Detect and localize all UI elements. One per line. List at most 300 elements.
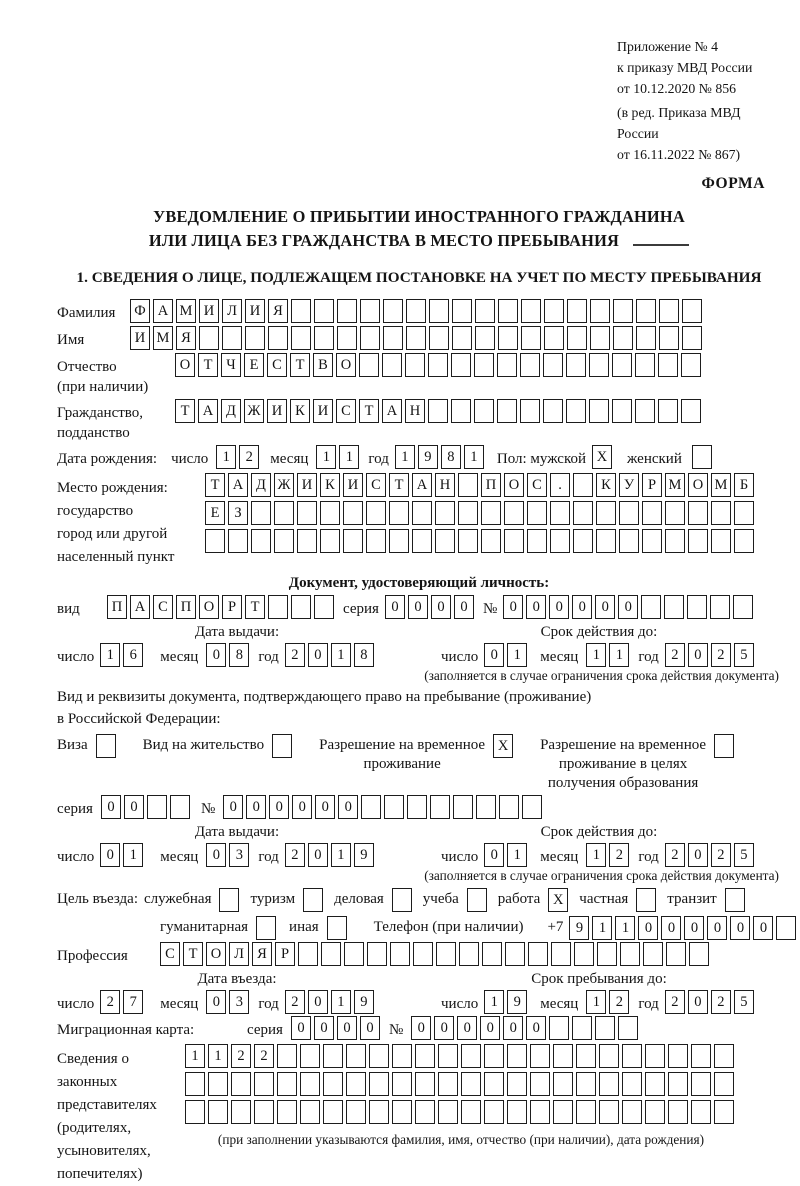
surname-cell[interactable] xyxy=(613,299,633,323)
residence-valid-month-cell[interactable]: 2 xyxy=(609,843,629,867)
birthplace-cell[interactable] xyxy=(458,529,478,553)
birthplace-cell[interactable] xyxy=(435,529,455,553)
surname-cell[interactable] xyxy=(360,299,380,323)
firstname-cell[interactable] xyxy=(222,326,242,350)
representatives-cell[interactable] xyxy=(300,1100,320,1124)
representatives-cell[interactable] xyxy=(323,1044,343,1068)
citizenship-cell[interactable] xyxy=(612,399,632,423)
representatives-cell[interactable] xyxy=(553,1100,573,1124)
surname-cell[interactable] xyxy=(590,299,610,323)
patronymic-cell[interactable] xyxy=(428,353,448,377)
birthplace-cell[interactable] xyxy=(688,529,708,553)
birthplace-cell[interactable]: О xyxy=(504,473,524,497)
migration-card-series-cell[interactable]: 0 xyxy=(337,1016,357,1040)
firstname-cell[interactable] xyxy=(199,326,219,350)
birthplace-cell[interactable]: С xyxy=(527,473,547,497)
birthplace-cell[interactable] xyxy=(274,529,294,553)
birthplace-cell[interactable]: С xyxy=(366,473,386,497)
doc-number-cell[interactable] xyxy=(733,595,753,619)
doc-issue-month-cell[interactable]: 8 xyxy=(229,643,249,667)
representatives-cell[interactable] xyxy=(714,1044,734,1068)
representatives-cell[interactable] xyxy=(323,1100,343,1124)
birthplace-cell[interactable] xyxy=(573,529,593,553)
migration-card-number-cell[interactable]: 0 xyxy=(411,1016,431,1040)
representatives-cell[interactable] xyxy=(300,1044,320,1068)
doc-valid-month-cell[interactable]: 1 xyxy=(586,643,606,667)
birthdate-month-cell[interactable]: 1 xyxy=(316,445,336,469)
residence-series-cell[interactable]: 0 xyxy=(101,795,121,819)
doc-number-cell[interactable]: 0 xyxy=(549,595,569,619)
birthdate-year-cell[interactable]: 1 xyxy=(464,445,484,469)
patronymic-cell[interactable] xyxy=(382,353,402,377)
representatives-cell[interactable] xyxy=(645,1072,665,1096)
doc-number-cell[interactable] xyxy=(710,595,730,619)
birthplace-cell[interactable]: И xyxy=(343,473,363,497)
residence-series-cell[interactable]: 0 xyxy=(124,795,144,819)
entry-year-cell[interactable]: 2 xyxy=(285,990,305,1014)
doc-kind-cell[interactable]: П xyxy=(176,595,196,619)
patronymic-cell[interactable]: Т xyxy=(290,353,310,377)
residence-issue-year-cell[interactable]: 2 xyxy=(285,843,305,867)
birthplace-cell[interactable]: Т xyxy=(205,473,225,497)
birthplace-cell[interactable] xyxy=(435,501,455,525)
patronymic-cell[interactable]: С xyxy=(267,353,287,377)
stay-day-cell[interactable]: 1 xyxy=(484,990,504,1014)
purpose-business-checkbox[interactable] xyxy=(219,888,239,912)
representatives-cell[interactable] xyxy=(668,1100,688,1124)
doc-kind-cell[interactable]: Т xyxy=(245,595,265,619)
representatives-cell[interactable] xyxy=(185,1072,205,1096)
residence-valid-year-cell[interactable]: 0 xyxy=(688,843,708,867)
doc-number-cell[interactable]: 0 xyxy=(503,595,523,619)
citizenship-cell[interactable]: Т xyxy=(175,399,195,423)
doc-kind-cell[interactable]: Р xyxy=(222,595,242,619)
firstname-cell[interactable] xyxy=(613,326,633,350)
representatives-cell[interactable] xyxy=(438,1072,458,1096)
representatives-cell[interactable] xyxy=(277,1072,297,1096)
surname-cell[interactable] xyxy=(337,299,357,323)
firstname-cell[interactable]: М xyxy=(153,326,173,350)
birthplace-cell[interactable] xyxy=(343,529,363,553)
citizenship-cell[interactable] xyxy=(474,399,494,423)
representatives-cell[interactable] xyxy=(438,1100,458,1124)
birthplace-cell[interactable] xyxy=(366,501,386,525)
migration-card-number-cell[interactable] xyxy=(549,1016,569,1040)
purpose-private-checkbox[interactable] xyxy=(636,888,656,912)
birthplace-cell[interactable] xyxy=(458,473,478,497)
birthplace-cell[interactable] xyxy=(297,501,317,525)
birthplace-cell[interactable] xyxy=(619,501,639,525)
firstname-cell[interactable] xyxy=(475,326,495,350)
firstname-cell[interactable] xyxy=(659,326,679,350)
surname-cell[interactable] xyxy=(406,299,426,323)
birthplace-cell[interactable]: У xyxy=(619,473,639,497)
birthplace-cell[interactable] xyxy=(228,529,248,553)
migration-card-number-cell[interactable]: 0 xyxy=(434,1016,454,1040)
representatives-cell[interactable] xyxy=(277,1044,297,1068)
representatives-cell[interactable] xyxy=(461,1044,481,1068)
surname-cell[interactable]: А xyxy=(153,299,173,323)
profession-cell[interactable] xyxy=(528,942,548,966)
firstname-cell[interactable] xyxy=(544,326,564,350)
birthplace-cell[interactable] xyxy=(665,529,685,553)
doc-valid-year-cell[interactable]: 2 xyxy=(665,643,685,667)
residence-number-cell[interactable] xyxy=(361,795,381,819)
birthplace-cell[interactable] xyxy=(458,501,478,525)
representatives-cell[interactable]: 1 xyxy=(208,1044,228,1068)
phone-digit-cell[interactable]: 1 xyxy=(615,916,635,940)
residence-number-cell[interactable] xyxy=(522,795,542,819)
representatives-cell[interactable] xyxy=(231,1072,251,1096)
doc-issue-day-cell[interactable]: 1 xyxy=(100,643,120,667)
birthplace-cell[interactable] xyxy=(734,501,754,525)
firstname-cell[interactable] xyxy=(383,326,403,350)
profession-cell[interactable]: С xyxy=(160,942,180,966)
patronymic-cell[interactable] xyxy=(681,353,701,377)
surname-cell[interactable]: Ф xyxy=(130,299,150,323)
profession-cell[interactable] xyxy=(436,942,456,966)
firstname-cell[interactable]: И xyxy=(130,326,150,350)
representatives-cell[interactable] xyxy=(300,1072,320,1096)
patronymic-cell[interactable] xyxy=(589,353,609,377)
patronymic-cell[interactable] xyxy=(451,353,471,377)
residence-valid-day-cell[interactable]: 1 xyxy=(507,843,527,867)
birthplace-cell[interactable]: Е xyxy=(205,501,225,525)
migration-card-number-cell[interactable]: 0 xyxy=(480,1016,500,1040)
stay-day-cell[interactable]: 9 xyxy=(507,990,527,1014)
representatives-cell[interactable] xyxy=(346,1100,366,1124)
representatives-cell[interactable] xyxy=(369,1100,389,1124)
representatives-cell[interactable] xyxy=(461,1072,481,1096)
profession-cell[interactable] xyxy=(551,942,571,966)
birthplace-cell[interactable] xyxy=(320,529,340,553)
residence-valid-year-cell[interactable]: 2 xyxy=(665,843,685,867)
firstname-cell[interactable] xyxy=(498,326,518,350)
doc-number-cell[interactable] xyxy=(664,595,684,619)
profession-cell[interactable]: Я xyxy=(252,942,272,966)
birthplace-cell[interactable] xyxy=(596,529,616,553)
surname-cell[interactable]: И xyxy=(245,299,265,323)
stay-month-cell[interactable]: 1 xyxy=(586,990,606,1014)
citizenship-cell[interactable] xyxy=(520,399,540,423)
temp-residence-checkbox[interactable]: X xyxy=(493,734,513,758)
surname-cell[interactable] xyxy=(383,299,403,323)
birthplace-cell[interactable] xyxy=(573,501,593,525)
firstname-cell[interactable] xyxy=(268,326,288,350)
birthplace-cell[interactable]: К xyxy=(320,473,340,497)
migration-card-number-cell[interactable] xyxy=(572,1016,592,1040)
representatives-cell[interactable] xyxy=(369,1044,389,1068)
surname-cell[interactable]: И xyxy=(199,299,219,323)
phone-digit-cell[interactable]: 0 xyxy=(707,916,727,940)
surname-cell[interactable] xyxy=(475,299,495,323)
patronymic-cell[interactable] xyxy=(612,353,632,377)
birthplace-cell[interactable]: А xyxy=(228,473,248,497)
purpose-commercial-checkbox[interactable] xyxy=(392,888,412,912)
doc-issue-year-cell[interactable]: 1 xyxy=(331,643,351,667)
phone-digit-cell[interactable]: 0 xyxy=(753,916,773,940)
citizenship-cell[interactable] xyxy=(543,399,563,423)
entry-year-cell[interactable]: 1 xyxy=(331,990,351,1014)
birthplace-cell[interactable] xyxy=(504,501,524,525)
stay-year-cell[interactable]: 2 xyxy=(665,990,685,1014)
representatives-cell[interactable]: 2 xyxy=(231,1044,251,1068)
residence-valid-month-cell[interactable]: 1 xyxy=(586,843,606,867)
birthplace-cell[interactable]: Б xyxy=(734,473,754,497)
phone-digit-cell[interactable]: 0 xyxy=(661,916,681,940)
phone-digit-cell[interactable]: 0 xyxy=(684,916,704,940)
doc-issue-day-cell[interactable]: 6 xyxy=(123,643,143,667)
surname-cell[interactable] xyxy=(521,299,541,323)
representatives-cell[interactable] xyxy=(415,1100,435,1124)
profession-cell[interactable] xyxy=(321,942,341,966)
doc-valid-day-cell[interactable]: 0 xyxy=(484,643,504,667)
birthplace-cell[interactable]: Р xyxy=(642,473,662,497)
residence-permit-checkbox[interactable] xyxy=(272,734,292,758)
residence-number-cell[interactable]: 0 xyxy=(338,795,358,819)
entry-day-cell[interactable]: 7 xyxy=(123,990,143,1014)
representatives-cell[interactable] xyxy=(530,1100,550,1124)
representatives-cell[interactable] xyxy=(231,1100,251,1124)
patronymic-cell[interactable]: О xyxy=(336,353,356,377)
doc-kind-cell[interactable] xyxy=(314,595,334,619)
profession-cell[interactable] xyxy=(689,942,709,966)
firstname-cell[interactable] xyxy=(521,326,541,350)
representatives-cell[interactable] xyxy=(507,1100,527,1124)
doc-series-cell[interactable]: 0 xyxy=(385,595,405,619)
representatives-cell[interactable] xyxy=(438,1044,458,1068)
patronymic-cell[interactable] xyxy=(543,353,563,377)
representatives-cell[interactable] xyxy=(208,1072,228,1096)
doc-issue-year-cell[interactable]: 2 xyxy=(285,643,305,667)
profession-cell[interactable] xyxy=(597,942,617,966)
profession-cell[interactable] xyxy=(413,942,433,966)
birthplace-cell[interactable] xyxy=(711,529,731,553)
representatives-cell[interactable] xyxy=(691,1100,711,1124)
doc-kind-cell[interactable] xyxy=(291,595,311,619)
profession-cell[interactable] xyxy=(298,942,318,966)
firstname-cell[interactable] xyxy=(291,326,311,350)
stay-year-cell[interactable]: 0 xyxy=(688,990,708,1014)
surname-cell[interactable] xyxy=(567,299,587,323)
birthdate-day-cell[interactable]: 1 xyxy=(216,445,236,469)
patronymic-cell[interactable]: В xyxy=(313,353,333,377)
residence-issue-month-cell[interactable]: 0 xyxy=(206,843,226,867)
birthplace-cell[interactable] xyxy=(320,501,340,525)
citizenship-cell[interactable]: Т xyxy=(359,399,379,423)
residence-issue-year-cell[interactable]: 0 xyxy=(308,843,328,867)
birthplace-cell[interactable] xyxy=(389,501,409,525)
birthplace-cell[interactable] xyxy=(274,501,294,525)
purpose-other-checkbox[interactable] xyxy=(327,916,347,940)
representatives-cell[interactable] xyxy=(484,1100,504,1124)
residence-number-cell[interactable] xyxy=(384,795,404,819)
birthplace-cell[interactable] xyxy=(527,501,547,525)
patronymic-cell[interactable] xyxy=(658,353,678,377)
patronymic-cell[interactable] xyxy=(635,353,655,377)
migration-card-number-cell[interactable]: 0 xyxy=(457,1016,477,1040)
doc-valid-month-cell[interactable]: 1 xyxy=(609,643,629,667)
birthplace-cell[interactable] xyxy=(688,501,708,525)
purpose-transit-checkbox[interactable] xyxy=(725,888,745,912)
birthplace-cell[interactable] xyxy=(642,501,662,525)
surname-cell[interactable] xyxy=(429,299,449,323)
patronymic-cell[interactable] xyxy=(359,353,379,377)
residence-valid-day-cell[interactable]: 0 xyxy=(484,843,504,867)
representatives-cell[interactable] xyxy=(668,1072,688,1096)
representatives-cell[interactable] xyxy=(576,1044,596,1068)
patronymic-cell[interactable] xyxy=(566,353,586,377)
residence-number-cell[interactable] xyxy=(407,795,427,819)
representatives-cell[interactable] xyxy=(714,1072,734,1096)
representatives-cell[interactable] xyxy=(461,1100,481,1124)
citizenship-cell[interactable]: С xyxy=(336,399,356,423)
firstname-cell[interactable] xyxy=(590,326,610,350)
doc-valid-year-cell[interactable]: 2 xyxy=(711,643,731,667)
migration-card-number-cell[interactable] xyxy=(595,1016,615,1040)
birthplace-cell[interactable]: К xyxy=(596,473,616,497)
migration-card-number-cell[interactable]: 0 xyxy=(526,1016,546,1040)
residence-series-cell[interactable] xyxy=(170,795,190,819)
firstname-cell[interactable] xyxy=(682,326,702,350)
birthplace-cell[interactable]: Ж xyxy=(274,473,294,497)
profession-cell[interactable]: Р xyxy=(275,942,295,966)
birthplace-cell[interactable] xyxy=(527,529,547,553)
representatives-cell[interactable]: 1 xyxy=(185,1044,205,1068)
birthplace-cell[interactable] xyxy=(297,529,317,553)
birthplace-cell[interactable] xyxy=(412,501,432,525)
residence-number-cell[interactable]: 0 xyxy=(246,795,266,819)
birthplace-cell[interactable]: З xyxy=(228,501,248,525)
citizenship-cell[interactable]: Н xyxy=(405,399,425,423)
birthdate-month-cell[interactable]: 1 xyxy=(339,445,359,469)
surname-cell[interactable] xyxy=(544,299,564,323)
representatives-cell[interactable] xyxy=(392,1072,412,1096)
doc-kind-cell[interactable]: О xyxy=(199,595,219,619)
birthplace-cell[interactable] xyxy=(550,529,570,553)
phone-digit-cell[interactable] xyxy=(776,916,796,940)
birthplace-cell[interactable]: М xyxy=(711,473,731,497)
representatives-cell[interactable] xyxy=(691,1044,711,1068)
residence-number-cell[interactable] xyxy=(453,795,473,819)
purpose-work-checkbox[interactable]: X xyxy=(548,888,568,912)
doc-valid-day-cell[interactable]: 1 xyxy=(507,643,527,667)
birthplace-cell[interactable]: М xyxy=(665,473,685,497)
visa-checkbox[interactable] xyxy=(96,734,116,758)
surname-cell[interactable] xyxy=(636,299,656,323)
doc-series-cell[interactable]: 0 xyxy=(454,595,474,619)
sex-female-checkbox[interactable] xyxy=(692,445,712,469)
surname-cell[interactable] xyxy=(659,299,679,323)
doc-series-cell[interactable]: 0 xyxy=(431,595,451,619)
doc-number-cell[interactable]: 0 xyxy=(526,595,546,619)
representatives-cell[interactable] xyxy=(507,1044,527,1068)
residence-number-cell[interactable] xyxy=(499,795,519,819)
representatives-cell[interactable] xyxy=(645,1100,665,1124)
representatives-cell[interactable] xyxy=(599,1100,619,1124)
patronymic-cell[interactable]: Е xyxy=(244,353,264,377)
birthplace-cell[interactable] xyxy=(481,501,501,525)
firstname-cell[interactable] xyxy=(636,326,656,350)
representatives-cell[interactable] xyxy=(392,1100,412,1124)
entry-year-cell[interactable]: 9 xyxy=(354,990,374,1014)
citizenship-cell[interactable] xyxy=(589,399,609,423)
migration-card-series-cell[interactable]: 0 xyxy=(291,1016,311,1040)
phone-digit-cell[interactable]: 0 xyxy=(730,916,750,940)
residence-issue-year-cell[interactable]: 9 xyxy=(354,843,374,867)
stay-month-cell[interactable]: 2 xyxy=(609,990,629,1014)
residence-valid-year-cell[interactable]: 5 xyxy=(734,843,754,867)
surname-cell[interactable] xyxy=(291,299,311,323)
representatives-cell[interactable] xyxy=(415,1072,435,1096)
doc-number-cell[interactable]: 0 xyxy=(595,595,615,619)
sex-male-checkbox[interactable]: X xyxy=(592,445,612,469)
entry-day-cell[interactable]: 2 xyxy=(100,990,120,1014)
representatives-cell[interactable] xyxy=(553,1072,573,1096)
patronymic-cell[interactable] xyxy=(405,353,425,377)
surname-cell[interactable] xyxy=(498,299,518,323)
surname-cell[interactable]: М xyxy=(176,299,196,323)
patronymic-cell[interactable] xyxy=(497,353,517,377)
birthplace-cell[interactable] xyxy=(366,529,386,553)
entry-year-cell[interactable]: 0 xyxy=(308,990,328,1014)
citizenship-cell[interactable] xyxy=(681,399,701,423)
citizenship-cell[interactable]: К xyxy=(290,399,310,423)
representatives-cell[interactable] xyxy=(599,1072,619,1096)
representatives-cell[interactable] xyxy=(714,1100,734,1124)
birthplace-cell[interactable]: Д xyxy=(251,473,271,497)
profession-cell[interactable]: Л xyxy=(229,942,249,966)
birthplace-cell[interactable] xyxy=(711,501,731,525)
birthplace-cell[interactable] xyxy=(619,529,639,553)
profession-cell[interactable] xyxy=(459,942,479,966)
doc-kind-cell[interactable]: П xyxy=(107,595,127,619)
citizenship-cell[interactable] xyxy=(658,399,678,423)
residence-number-cell[interactable]: 0 xyxy=(269,795,289,819)
surname-cell[interactable] xyxy=(314,299,334,323)
representatives-cell[interactable] xyxy=(323,1072,343,1096)
doc-issue-month-cell[interactable]: 0 xyxy=(206,643,226,667)
stay-year-cell[interactable]: 2 xyxy=(711,990,731,1014)
patronymic-cell[interactable] xyxy=(474,353,494,377)
representatives-cell[interactable] xyxy=(208,1100,228,1124)
citizenship-cell[interactable]: А xyxy=(382,399,402,423)
migration-card-series-cell[interactable]: 0 xyxy=(360,1016,380,1040)
entry-month-cell[interactable]: 0 xyxy=(206,990,226,1014)
representatives-cell[interactable] xyxy=(392,1044,412,1068)
representatives-cell[interactable] xyxy=(484,1072,504,1096)
representatives-cell[interactable] xyxy=(484,1044,504,1068)
profession-cell[interactable] xyxy=(620,942,640,966)
representatives-cell[interactable] xyxy=(622,1100,642,1124)
birthplace-cell[interactable] xyxy=(205,529,225,553)
temp-residence-edu-checkbox[interactable] xyxy=(714,734,734,758)
residence-issue-year-cell[interactable]: 1 xyxy=(331,843,351,867)
representatives-cell[interactable] xyxy=(599,1044,619,1068)
birthplace-cell[interactable] xyxy=(550,501,570,525)
birthplace-cell[interactable] xyxy=(251,529,271,553)
birthplace-cell[interactable] xyxy=(504,529,524,553)
citizenship-cell[interactable] xyxy=(451,399,471,423)
residence-issue-day-cell[interactable]: 1 xyxy=(123,843,143,867)
birthdate-day-cell[interactable]: 2 xyxy=(239,445,259,469)
birthplace-cell[interactable]: А xyxy=(412,473,432,497)
phone-digit-cell[interactable]: 0 xyxy=(638,916,658,940)
birthplace-cell[interactable] xyxy=(665,501,685,525)
representatives-cell[interactable] xyxy=(254,1100,274,1124)
birthplace-cell[interactable]: Н xyxy=(435,473,455,497)
firstname-cell[interactable] xyxy=(360,326,380,350)
